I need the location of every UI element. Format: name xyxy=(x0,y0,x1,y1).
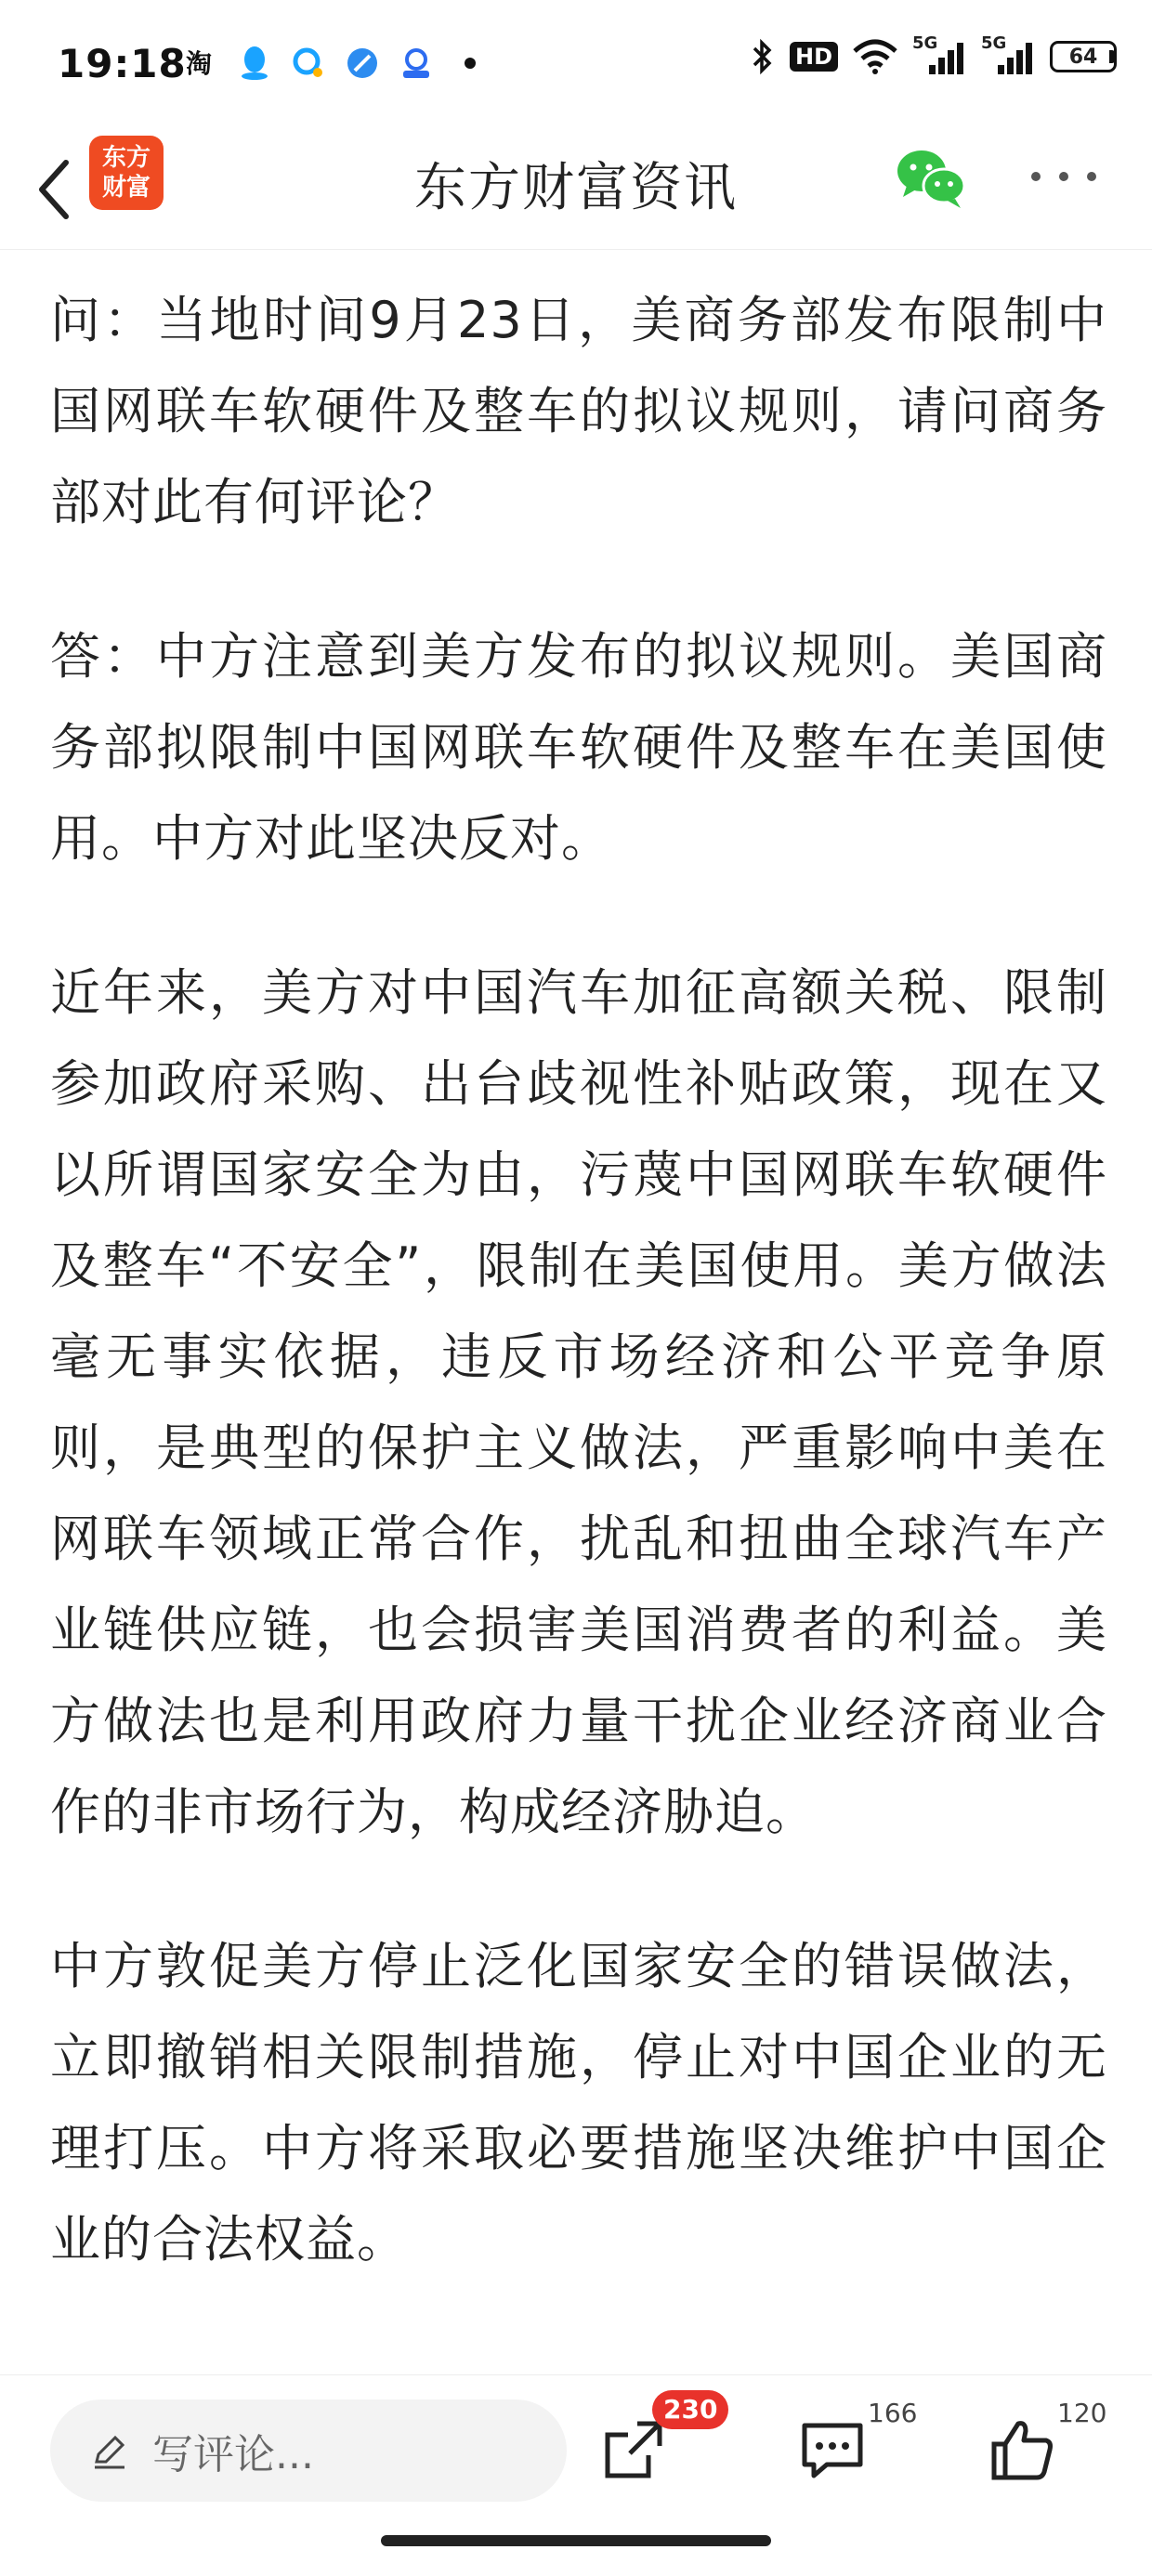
wechat-share-button[interactable] xyxy=(894,143,964,214)
notification-icons xyxy=(182,45,489,82)
more-dot-icon xyxy=(1087,172,1096,181)
more-dot-icon xyxy=(1031,172,1041,181)
signal-1-label: 5G xyxy=(912,33,938,53)
cloud-app-icon xyxy=(398,45,435,82)
qq-browser-icon xyxy=(290,45,327,82)
article-paragraph: 问：当地时间9月23日，美商务部发布限制中国网联车软硬件及整车的拟议规则，请问商务部对此有何评论？ xyxy=(50,291,1107,531)
article-paragraph: 答：中方注意到美方发布的拟议规则。美国商务部拟限制中国网联车软硬件及整车在美国使用。中方对此坚决反对。 xyxy=(50,627,1107,868)
bottom-action-bar xyxy=(0,2374,1152,2576)
logo-text-line1: 东方 xyxy=(101,144,151,172)
svg-text:淘: 淘 xyxy=(186,48,213,79)
qq-icon xyxy=(236,45,273,82)
battery-level: 64 xyxy=(1050,41,1117,72)
like-count: 120 xyxy=(1057,2398,1107,2428)
more-options-button[interactable] xyxy=(1031,158,1096,195)
comment-input[interactable] xyxy=(50,2399,567,2502)
battery-indicator xyxy=(1050,41,1115,72)
article-body xyxy=(50,275,1107,2348)
article-paragraph: 中方敦促美方停止泛化国家安全的错误做法，立即撤销相关限制措施，停止对中国企业的无理打压。中方将采取必要措施坚决维护中国企业的合法权益。 xyxy=(50,1937,1107,2269)
wifi-icon xyxy=(851,38,899,75)
bluetooth-icon xyxy=(749,37,777,76)
signal-2-label: 5G xyxy=(981,33,1007,53)
hd-icon: HD xyxy=(790,42,838,72)
logo-text-line2: 财富 xyxy=(101,174,151,202)
status-time: 19:18 xyxy=(58,41,187,86)
comment-placeholder: 写评论... xyxy=(152,2431,314,2478)
share-button[interactable] xyxy=(600,2394,718,2491)
more-notifications-dot xyxy=(452,45,489,82)
page-title: 东方财富资讯 xyxy=(414,158,738,218)
thumbs-up-icon xyxy=(988,2416,1055,2483)
feather-app-icon xyxy=(344,45,381,82)
comment-icon xyxy=(799,2416,866,2483)
comment-count: 166 xyxy=(868,2398,918,2428)
home-indicator[interactable] xyxy=(381,2535,771,2546)
cell-signal-1 xyxy=(912,33,968,76)
pencil-icon xyxy=(89,2430,130,2471)
comments-button[interactable] xyxy=(799,2398,918,2491)
cell-signal-2 xyxy=(981,33,1037,76)
share-icon xyxy=(600,2416,667,2483)
signal-bars-icon xyxy=(981,37,1037,76)
like-button[interactable] xyxy=(988,2398,1107,2491)
taobao-icon xyxy=(182,45,219,82)
wechat-icon xyxy=(894,143,968,214)
share-count-badge: 230 xyxy=(652,2390,728,2429)
signal-bars-icon xyxy=(912,37,968,76)
nav-bar xyxy=(0,130,1152,250)
status-right xyxy=(749,33,1115,76)
article-paragraph: 近年来，美方对中国汽车加征高额关税、限制参加政府采购、出台歧视性补贴政策，现在又以所谓国家安全为由，污蔑中国网联车软硬件及整车“不安全”，限制在美国使用。美方做法毫无事实依据，违反市场经济和公平竞争原则，是典型的保护主义做法，严重影响中美在网联车领域正常合作，扰乱和扭曲全球汽车产业链供应链，也会损害美国消费者的利益。美方做法也是利用政府力量干扰企业经济商业合作的非市场行为，构成经济胁迫。 xyxy=(50,963,1107,1841)
more-dot-icon xyxy=(1059,172,1068,181)
status-bar xyxy=(0,0,1152,130)
